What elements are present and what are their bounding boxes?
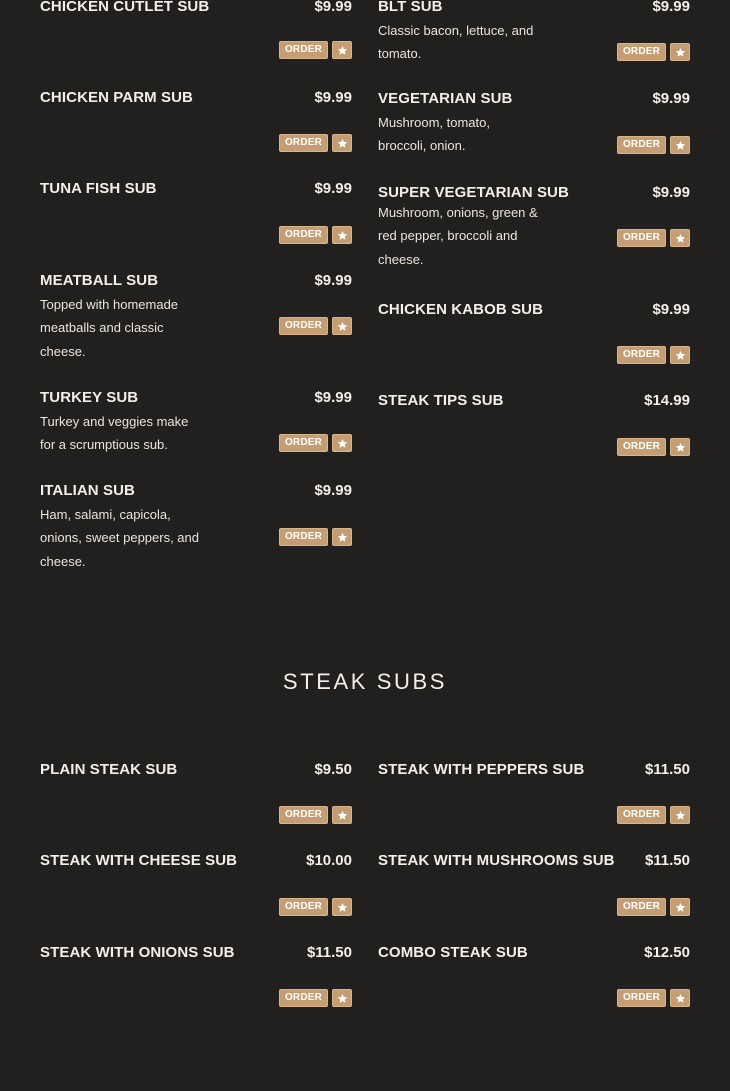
item-price: $9.50: [314, 761, 352, 778]
item-name: STEAK WITH MUSHROOMS SUB: [378, 852, 615, 869]
item-price: $11.50: [306, 944, 352, 961]
item-price: $14.99: [644, 392, 690, 409]
order-button[interactable]: ORDER: [617, 898, 666, 916]
item-price: $11.50: [644, 852, 690, 869]
favorite-button[interactable]: [670, 438, 690, 456]
item-name: CHICKEN PARM SUB: [40, 89, 193, 106]
star-icon: [675, 350, 686, 361]
favorite-button[interactable]: [332, 528, 352, 546]
favorite-button[interactable]: [670, 898, 690, 916]
item-actions: [617, 43, 690, 61]
item-description: Turkey and veggies make for a scrumptious sub.: [40, 414, 189, 453]
item-actions: [279, 434, 352, 452]
item-name: COMBO STEAK SUB: [378, 944, 528, 961]
order-button[interactable]: ORDER: [279, 226, 328, 244]
order-button[interactable]: ORDER: [617, 346, 666, 364]
favorite-button[interactable]: [670, 346, 690, 364]
item-price: $10.00: [306, 852, 352, 869]
item-price: $9.99: [652, 184, 690, 201]
item-actions: [617, 136, 690, 154]
item-name: TURKEY SUB: [40, 389, 139, 406]
item-price: $9.99: [314, 0, 352, 15]
item-actions: [279, 989, 352, 1007]
item-description: Classic bacon, lettuce, and tomato.: [378, 23, 534, 62]
item-price: $9.99: [314, 180, 352, 197]
favorite-button[interactable]: [332, 806, 352, 824]
star-icon: [337, 321, 348, 332]
item-actions: [617, 898, 690, 916]
item-description: Topped with homemade meatballs and classic cheese.: [40, 297, 179, 359]
item-actions: [279, 806, 352, 824]
item-name: STEAK TIPS SUB: [378, 392, 504, 409]
order-button[interactable]: ORDER: [617, 438, 666, 456]
item-name: STEAK WITH PEPPERS SUB: [378, 761, 585, 778]
item-description: Ham, salami, capicola, onions, sweet peppers, and cheese.: [40, 507, 199, 569]
order-button[interactable]: ORDER: [617, 989, 666, 1007]
star-icon: [675, 993, 686, 1004]
item-price: $9.99: [314, 272, 352, 289]
item-name: VEGETARIAN SUB: [378, 90, 513, 107]
item-description: Mushroom, tomato, broccoli, onion.: [378, 115, 490, 154]
star-icon: [675, 442, 686, 453]
item-actions: [279, 41, 352, 59]
star-icon: [337, 138, 348, 149]
item-actions: [279, 134, 352, 152]
star-icon: [337, 993, 348, 1004]
favorite-button[interactable]: [332, 226, 352, 244]
order-button[interactable]: ORDER: [279, 806, 328, 824]
star-icon: [337, 532, 348, 543]
item-actions: [279, 898, 352, 916]
star-icon: [337, 45, 348, 56]
item-name: TUNA FISH SUB: [40, 180, 157, 197]
favorite-button[interactable]: [670, 229, 690, 247]
favorite-button[interactable]: [332, 989, 352, 1007]
item-actions: [617, 989, 690, 1007]
item-actions: [617, 229, 690, 247]
star-icon: [675, 47, 686, 58]
favorite-button[interactable]: [332, 317, 352, 335]
item-actions: [617, 806, 690, 824]
item-price: $11.50: [644, 761, 690, 778]
star-icon: [337, 438, 348, 449]
order-button[interactable]: ORDER: [279, 898, 328, 916]
item-price: $9.99: [314, 389, 352, 406]
item-name: STEAK WITH CHEESE SUB: [40, 852, 238, 869]
item-price: $9.99: [314, 482, 352, 499]
item-name: MEATBALL SUB: [40, 272, 159, 289]
favorite-button[interactable]: [670, 43, 690, 61]
item-price: $9.99: [652, 90, 690, 107]
item-name: STEAK WITH ONIONS SUB: [40, 944, 235, 961]
item-actions: [617, 438, 690, 456]
favorite-button[interactable]: [332, 134, 352, 152]
star-icon: [337, 230, 348, 241]
favorite-button[interactable]: [670, 989, 690, 1007]
order-button[interactable]: ORDER: [279, 528, 328, 546]
order-button[interactable]: ORDER: [279, 317, 328, 335]
item-price: $9.99: [314, 89, 352, 106]
order-button[interactable]: ORDER: [617, 229, 666, 247]
star-icon: [675, 810, 686, 821]
item-actions: [279, 226, 352, 244]
favorite-button[interactable]: [332, 41, 352, 59]
item-price: $9.99: [652, 301, 690, 318]
star-icon: [675, 902, 686, 913]
favorite-button[interactable]: [670, 136, 690, 154]
item-name: CHICKEN KABOB SUB: [378, 301, 544, 318]
star-icon: [337, 810, 348, 821]
item-name: BLT SUB: [378, 0, 443, 15]
order-button[interactable]: ORDER: [279, 434, 328, 452]
item-price: $12.50: [644, 944, 690, 961]
item-actions: [617, 346, 690, 364]
order-button[interactable]: ORDER: [279, 989, 328, 1007]
order-button[interactable]: ORDER: [617, 806, 666, 824]
favorite-button[interactable]: [332, 434, 352, 452]
star-icon: [675, 140, 686, 151]
item-name: PLAIN STEAK SUB: [40, 761, 178, 778]
item-name: SUPER VEGETARIAN SUB: [378, 184, 569, 201]
order-button[interactable]: ORDER: [617, 136, 666, 154]
order-button[interactable]: ORDER: [617, 43, 666, 61]
order-button[interactable]: ORDER: [279, 41, 328, 59]
favorite-button[interactable]: [332, 898, 352, 916]
item-price: $9.99: [652, 0, 690, 15]
favorite-button[interactable]: [670, 806, 690, 824]
item-actions: [279, 528, 352, 546]
item-name: CHICKEN CUTLET SUB: [40, 0, 210, 15]
order-button[interactable]: ORDER: [279, 134, 328, 152]
item-actions: [279, 317, 352, 335]
star-icon: [337, 902, 348, 913]
star-icon: [675, 233, 686, 244]
item-name: ITALIAN SUB: [40, 482, 135, 499]
section-title: STEAK SUBS: [282, 669, 448, 694]
item-description: Mushroom, onions, green & red pepper, broccoli and cheese.: [378, 205, 538, 267]
